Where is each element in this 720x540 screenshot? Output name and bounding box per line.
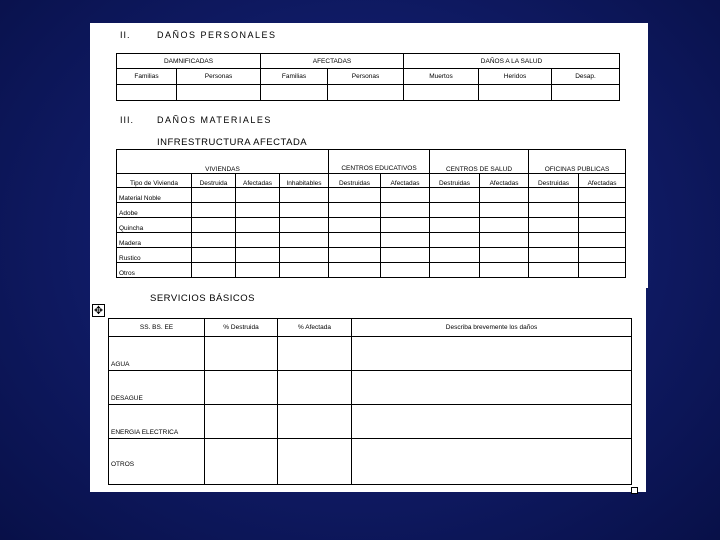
cell-input[interactable] bbox=[329, 188, 381, 203]
row-label-desague: DESAGUE bbox=[109, 371, 205, 405]
cell-input[interactable] bbox=[430, 203, 480, 218]
cell-input[interactable] bbox=[529, 218, 579, 233]
cell-input[interactable] bbox=[192, 233, 236, 248]
cell-input[interactable] bbox=[329, 263, 381, 278]
cell-input[interactable] bbox=[480, 203, 529, 218]
row-label-madera: Madera bbox=[117, 233, 192, 248]
cell-input[interactable] bbox=[329, 233, 381, 248]
cell-input[interactable] bbox=[480, 248, 529, 263]
col-desaparecidos: Desap. bbox=[552, 69, 620, 85]
cell-input[interactable] bbox=[430, 188, 480, 203]
cell-input[interactable] bbox=[280, 248, 329, 263]
col-personas-damnificadas: Personas bbox=[177, 69, 261, 85]
row-label-agua: AGUA bbox=[109, 337, 205, 371]
cell-input[interactable] bbox=[479, 85, 552, 101]
services-title: SERVICIOS BÁSICOS bbox=[150, 293, 255, 304]
group-damnificadas: DAMNIFICADAS bbox=[117, 54, 261, 69]
cell-input[interactable] bbox=[236, 203, 280, 218]
col-familias-damnificadas: Familias bbox=[117, 69, 177, 85]
cell-input[interactable] bbox=[192, 203, 236, 218]
cell-input[interactable] bbox=[236, 263, 280, 278]
row-label-energia-electrica: ENERGIA ELECTRICA bbox=[109, 405, 205, 439]
cell-input[interactable] bbox=[381, 203, 430, 218]
cell-input[interactable] bbox=[529, 233, 579, 248]
section-3-number: III. bbox=[120, 115, 135, 125]
col-oficinas-destruidas: Destruidas bbox=[529, 174, 579, 188]
cell-input[interactable] bbox=[480, 233, 529, 248]
personal-damage-table bbox=[116, 53, 620, 101]
col-salud-destruidas: Destruidas bbox=[430, 174, 480, 188]
cell-input[interactable] bbox=[352, 337, 632, 371]
cell-input[interactable] bbox=[480, 188, 529, 203]
col-viviendas-destruida: Destruida bbox=[192, 174, 236, 188]
cell-input[interactable] bbox=[529, 248, 579, 263]
cell-input[interactable] bbox=[404, 85, 479, 101]
row-label-adobe: Adobe bbox=[117, 203, 192, 218]
cell-input[interactable] bbox=[352, 371, 632, 405]
cell-input[interactable] bbox=[430, 233, 480, 248]
infrastructure-table bbox=[116, 149, 626, 278]
cell-input[interactable] bbox=[579, 248, 626, 263]
basic-services-table bbox=[108, 318, 632, 485]
cell-input[interactable] bbox=[236, 218, 280, 233]
col-tipo-vivienda: Tipo de Vivienda bbox=[117, 174, 192, 188]
cell-input[interactable] bbox=[280, 203, 329, 218]
cell-input[interactable] bbox=[205, 337, 278, 371]
cell-input[interactable] bbox=[329, 203, 381, 218]
cell-input[interactable] bbox=[430, 263, 480, 278]
cell-input[interactable] bbox=[192, 188, 236, 203]
cell-input[interactable] bbox=[430, 218, 480, 233]
row-label-rustico: Rustico bbox=[117, 248, 192, 263]
cell-input[interactable] bbox=[280, 188, 329, 203]
cell-input[interactable] bbox=[329, 248, 381, 263]
section-2-number: II. bbox=[120, 30, 131, 40]
col-salud-afectadas: Afectadas bbox=[480, 174, 529, 188]
cell-input[interactable] bbox=[529, 203, 579, 218]
col-muertos: Muertos bbox=[404, 69, 479, 85]
cell-input[interactable] bbox=[192, 248, 236, 263]
col-descripcion-danos: Describa brevemente los daños bbox=[352, 319, 632, 337]
cell-input[interactable] bbox=[352, 439, 632, 485]
cell-input[interactable] bbox=[381, 263, 430, 278]
cell-input[interactable] bbox=[529, 263, 579, 278]
cell-input[interactable] bbox=[579, 218, 626, 233]
col-viviendas-afectadas: Afectadas bbox=[236, 174, 280, 188]
col-familias-afectadas: Familias bbox=[261, 69, 328, 85]
col-porcentaje-destruida: % Destruida bbox=[205, 319, 278, 337]
cell-input[interactable] bbox=[579, 203, 626, 218]
cell-input[interactable] bbox=[236, 188, 280, 203]
cell-input[interactable] bbox=[280, 263, 329, 278]
cell-input[interactable] bbox=[205, 439, 278, 485]
cell-input[interactable] bbox=[381, 188, 430, 203]
cell-input[interactable] bbox=[381, 248, 430, 263]
table-move-handle-icon[interactable]: ✥ bbox=[93, 304, 104, 317]
group-afectadas: AFECTADAS bbox=[261, 54, 404, 69]
cell-input[interactable] bbox=[205, 371, 278, 405]
section-2-title: DAÑOS PERSONALES bbox=[157, 30, 277, 40]
cell-input[interactable] bbox=[381, 218, 430, 233]
cell-input[interactable] bbox=[328, 85, 404, 101]
cell-input[interactable] bbox=[261, 85, 328, 101]
cell-input[interactable] bbox=[205, 405, 278, 439]
cell-input[interactable] bbox=[278, 439, 352, 485]
cell-input[interactable] bbox=[529, 188, 579, 203]
cell-input[interactable] bbox=[352, 405, 632, 439]
col-oficinas-afectadas: Afectadas bbox=[579, 174, 626, 188]
cell-input[interactable] bbox=[192, 263, 236, 278]
cell-input[interactable] bbox=[480, 218, 529, 233]
section-3-title: DAÑOS MATERIALES bbox=[157, 115, 272, 125]
cell-input[interactable] bbox=[278, 371, 352, 405]
group-centros-salud: CENTROS DE SALUD bbox=[430, 150, 529, 174]
cell-input[interactable] bbox=[329, 218, 381, 233]
cell-input[interactable] bbox=[480, 263, 529, 278]
cell-input[interactable] bbox=[430, 248, 480, 263]
document-page-bottom bbox=[90, 288, 646, 492]
infrastructure-subtitle: INFRESTRUCTURA AFECTADA bbox=[157, 137, 308, 148]
cell-input[interactable] bbox=[579, 263, 626, 278]
group-oficinas-publicas: OFICINAS PUBLICAS bbox=[529, 150, 626, 174]
cell-input[interactable] bbox=[280, 233, 329, 248]
cell-input[interactable] bbox=[381, 233, 430, 248]
cell-input[interactable] bbox=[278, 337, 352, 371]
cell-input[interactable] bbox=[236, 248, 280, 263]
col-educativos-afectadas: Afectadas bbox=[381, 174, 430, 188]
group-centros-educativos: CENTROS EDUCATIVOS bbox=[329, 150, 430, 174]
row-label-otros-servicios: OTROS bbox=[109, 439, 205, 485]
col-educativos-destruidas: Destruidas bbox=[329, 174, 381, 188]
row-label-otros: Otros bbox=[117, 263, 192, 278]
cell-input[interactable] bbox=[177, 85, 261, 101]
col-viviendas-inhabitables: Inhabitables bbox=[280, 174, 329, 188]
cell-input[interactable] bbox=[280, 218, 329, 233]
cell-input[interactable] bbox=[192, 218, 236, 233]
group-danos-salud: DAÑOS A LA SALUD bbox=[404, 54, 620, 69]
col-servicio: SS. BS. EE bbox=[109, 319, 205, 337]
cell-input[interactable] bbox=[236, 233, 280, 248]
cell-input[interactable] bbox=[117, 85, 177, 101]
group-viviendas: VIVIENDAS bbox=[117, 150, 329, 174]
col-heridos: Heridos bbox=[479, 69, 552, 85]
row-label-quincha: Quincha bbox=[117, 218, 192, 233]
col-porcentaje-afectada: % Afectada bbox=[278, 319, 352, 337]
cell-input[interactable] bbox=[579, 233, 626, 248]
cell-input[interactable] bbox=[552, 85, 620, 101]
col-personas-afectadas: Personas bbox=[328, 69, 404, 85]
row-label-material-noble: Material Noble bbox=[117, 188, 192, 203]
document-page-top bbox=[90, 23, 648, 288]
cell-input[interactable] bbox=[579, 188, 626, 203]
cell-input[interactable] bbox=[278, 405, 352, 439]
table-resize-handle[interactable] bbox=[631, 487, 638, 494]
